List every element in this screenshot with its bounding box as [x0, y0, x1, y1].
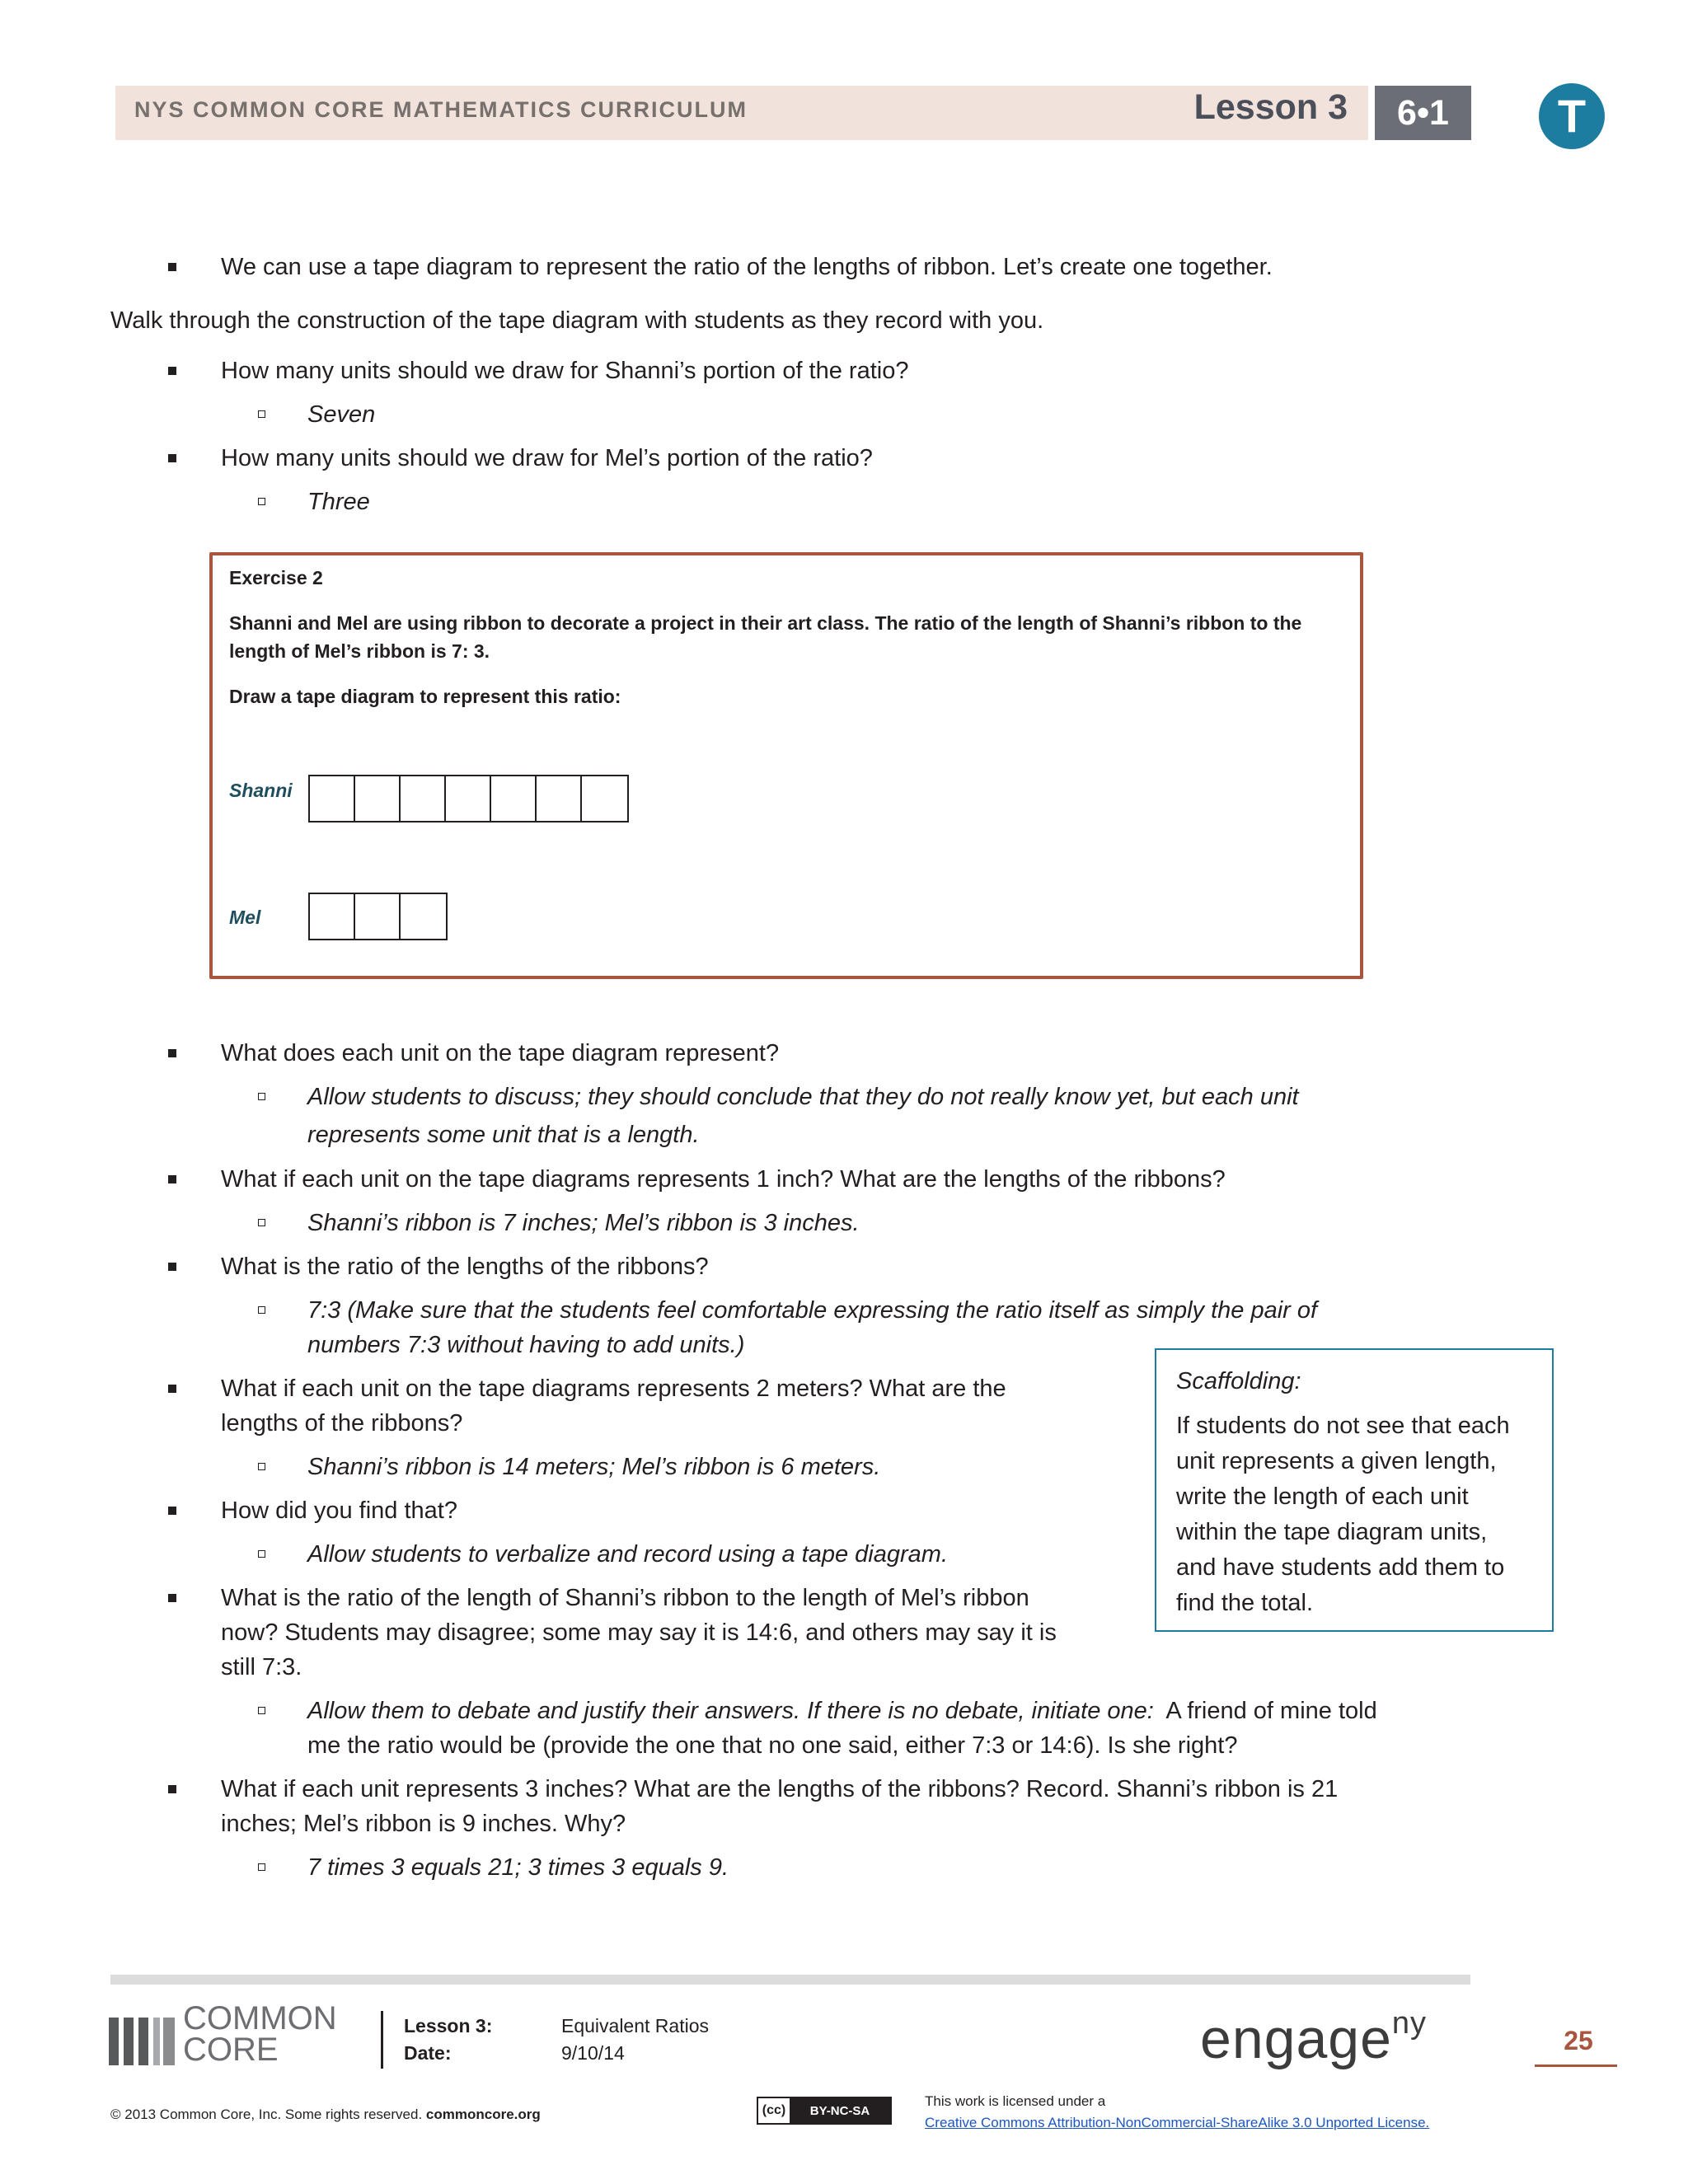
scaffolding-line: within the tape diagram units, [1176, 1519, 1488, 1545]
tape-unit-shanni [355, 776, 401, 821]
question: What does each unit on the tape diagram represent? [221, 1040, 780, 1066]
bullet-icon [168, 1049, 176, 1057]
tape-unit-mel [355, 894, 401, 939]
sub-bullet-icon [258, 1219, 265, 1226]
exercise-title: Exercise 2 [229, 567, 323, 588]
tape-unit-shanni [491, 776, 537, 821]
tape-unit-shanni [537, 776, 582, 821]
answer: Shanni’s ribbon is 7 inches; Mel’s ribbon is 3 inches. [307, 1210, 860, 1236]
answer: me the ratio would be (provide the one that no one said, either 7:3 or 14:6). Is she right? [307, 1732, 1238, 1759]
tape-label-mel: Mel [229, 907, 261, 928]
page-number-rule [1535, 2064, 1617, 2067]
answer: Three [307, 489, 370, 515]
common-core-wordmark [183, 2000, 337, 2068]
sub-bullet-icon [258, 1863, 265, 1871]
copyright-site: commoncore.org [425, 2107, 541, 2122]
scaffolding-line: unit represents a given length, [1176, 1448, 1497, 1474]
sub-bullet-icon [258, 1550, 265, 1558]
question: How many units should we draw for Mel’s portion of the ratio? [221, 445, 873, 471]
engageny-logo [1200, 2006, 1427, 2071]
question: lengths of the ribbons? [221, 1410, 463, 1436]
question: What is the ratio of the length of Shanni’s ribbon to the length of Mel’s ribbon [221, 1585, 1029, 1611]
body-line: Walk through the construction of the tape diagram with students as they record with you. [110, 307, 1044, 334]
sub-bullet-icon [258, 1093, 265, 1100]
scaffolding-line: and have students add them to [1176, 1554, 1505, 1581]
question: What if each unit on the tape diagrams represents 1 inch? What are the lengths of the ribbons? [221, 1166, 1226, 1193]
tape-unit-shanni [582, 776, 627, 821]
cc-badge-text: BY-NC-SA [790, 2098, 890, 2123]
exercise-text: length of Mel’s ribbon is 7: 3. [229, 640, 490, 662]
page-number: 25 [1564, 2026, 1593, 2055]
bullet-icon [168, 367, 176, 375]
question: How many units should we draw for Shanni’s portion of the ratio? [221, 358, 909, 384]
tape-unit-mel [310, 894, 355, 939]
logo-line: CORE [183, 2032, 279, 2068]
sub-bullet-icon [258, 1306, 265, 1314]
answer [307, 1698, 1377, 1725]
footer-rule [110, 1975, 1470, 1985]
footer-divider [381, 2011, 383, 2069]
footer-date-label: Date: [404, 2042, 452, 2064]
answer: Seven [307, 401, 376, 428]
tape-label-shanni: Shanni [229, 780, 293, 801]
scaffolding-title: Scaffolding: [1176, 1368, 1301, 1394]
bullet-icon [168, 1175, 176, 1183]
bullet-icon [168, 1263, 176, 1271]
tape-unit-mel [401, 894, 446, 939]
tape-unit-shanni [446, 776, 491, 821]
sub-bullet-icon [258, 1463, 265, 1470]
license-link[interactable]: Creative Commons Attribution-NonCommercial-ShareAlike 3.0 Unported License. [925, 2115, 1430, 2130]
scaffolding-line: find the total. [1176, 1590, 1314, 1616]
tape-unit-shanni [401, 776, 446, 821]
tape-diagram-mel [308, 893, 448, 940]
answer: Allow students to verbalize and record using a tape diagram. [307, 1541, 948, 1568]
footer-date-value: 9/10/14 [561, 2042, 625, 2064]
logo-line: COMMON [183, 2000, 337, 2036]
bullet-icon [168, 454, 176, 462]
tape-unit-shanni [310, 776, 355, 821]
question: How did you find that? [221, 1497, 457, 1524]
scaffolding-line: write the length of each unit [1176, 1483, 1469, 1510]
sub-bullet-icon [258, 1707, 265, 1714]
module-badge: 6•1 [1375, 86, 1471, 140]
answer: numbers 7:3 without having to add units.) [307, 1332, 745, 1358]
engage-sup: ny [1391, 2006, 1428, 2041]
question: What if each unit on the tape diagrams represents 2 meters? What are the [221, 1376, 1006, 1402]
teacher-badge-icon: T [1539, 83, 1605, 149]
lesson-title: Lesson 3 [1193, 87, 1348, 127]
curriculum-title: NYS COMMON CORE MATHEMATICS CURRICULUM [134, 97, 748, 122]
bullet-icon [168, 1785, 176, 1793]
tape-diagram-shanni [308, 775, 629, 823]
answer-plain: A friend of mine told [1165, 1698, 1377, 1724]
footer-lesson-value: Equivalent Ratios [561, 2015, 709, 2036]
common-core-mark-icon [109, 2011, 178, 2065]
exercise-instruction: Draw a tape diagram to represent this ratio: [229, 686, 621, 707]
sub-bullet-icon [258, 498, 265, 505]
footer-lesson-label: Lesson 3: [404, 2015, 493, 2036]
bullet-icon [168, 1507, 176, 1515]
answer: 7 times 3 equals 21; 3 times 3 equals 9. [307, 1854, 729, 1881]
sub-bullet-icon [258, 410, 265, 418]
license-intro: This work is licensed under a [925, 2093, 1106, 2109]
cc-icon: (cc) [758, 2098, 790, 2123]
question: What if each unit represents 3 inches? What are the lengths of the ribbons? Record. Shanni’s ribbon is 21 [221, 1776, 1339, 1802]
copyright-text: © 2013 Common Core, Inc. Some rights reserved. [110, 2107, 423, 2122]
body-line: We can use a tape diagram to represent the ratio of the lengths of ribbon. Let’s create one together. [221, 254, 1273, 280]
question: now? Students may disagree; some may say it is 14:6, and others may say it is [221, 1619, 1057, 1646]
answer: 7:3 (Make sure that the students feel comfortable expressing the ratio itself as simply the pair of [307, 1297, 1318, 1324]
bullet-icon [168, 1385, 176, 1393]
engage-text: engage [1200, 2008, 1392, 2070]
common-core-logo [109, 2011, 178, 2069]
bullet-icon [168, 1594, 176, 1602]
answer-italic: Allow them to debate and justify their answers. If there is no debate, initiate one: [307, 1698, 1154, 1724]
scaffolding-line: If students do not see that each [1176, 1413, 1510, 1439]
question: still 7:3. [221, 1654, 302, 1680]
answer: Allow students to discuss; they should conclude that they do not really know yet, but each unit [307, 1084, 1299, 1110]
answer: Shanni’s ribbon is 14 meters; Mel’s ribbon is 6 meters. [307, 1454, 881, 1480]
cc-license-badge[interactable] [757, 2097, 892, 2125]
answer: represents some unit that is a length. [307, 1122, 700, 1148]
question: What is the ratio of the lengths of the ribbons? [221, 1254, 709, 1280]
question: inches; Mel’s ribbon is 9 inches. Why? [221, 1811, 626, 1837]
exercise-text: Shanni and Mel are using ribbon to decorate a project in their art class. The ratio of the length of Shanni’s ribbon to the [229, 612, 1302, 634]
bullet-icon [168, 263, 176, 271]
copyright [110, 2107, 541, 2123]
